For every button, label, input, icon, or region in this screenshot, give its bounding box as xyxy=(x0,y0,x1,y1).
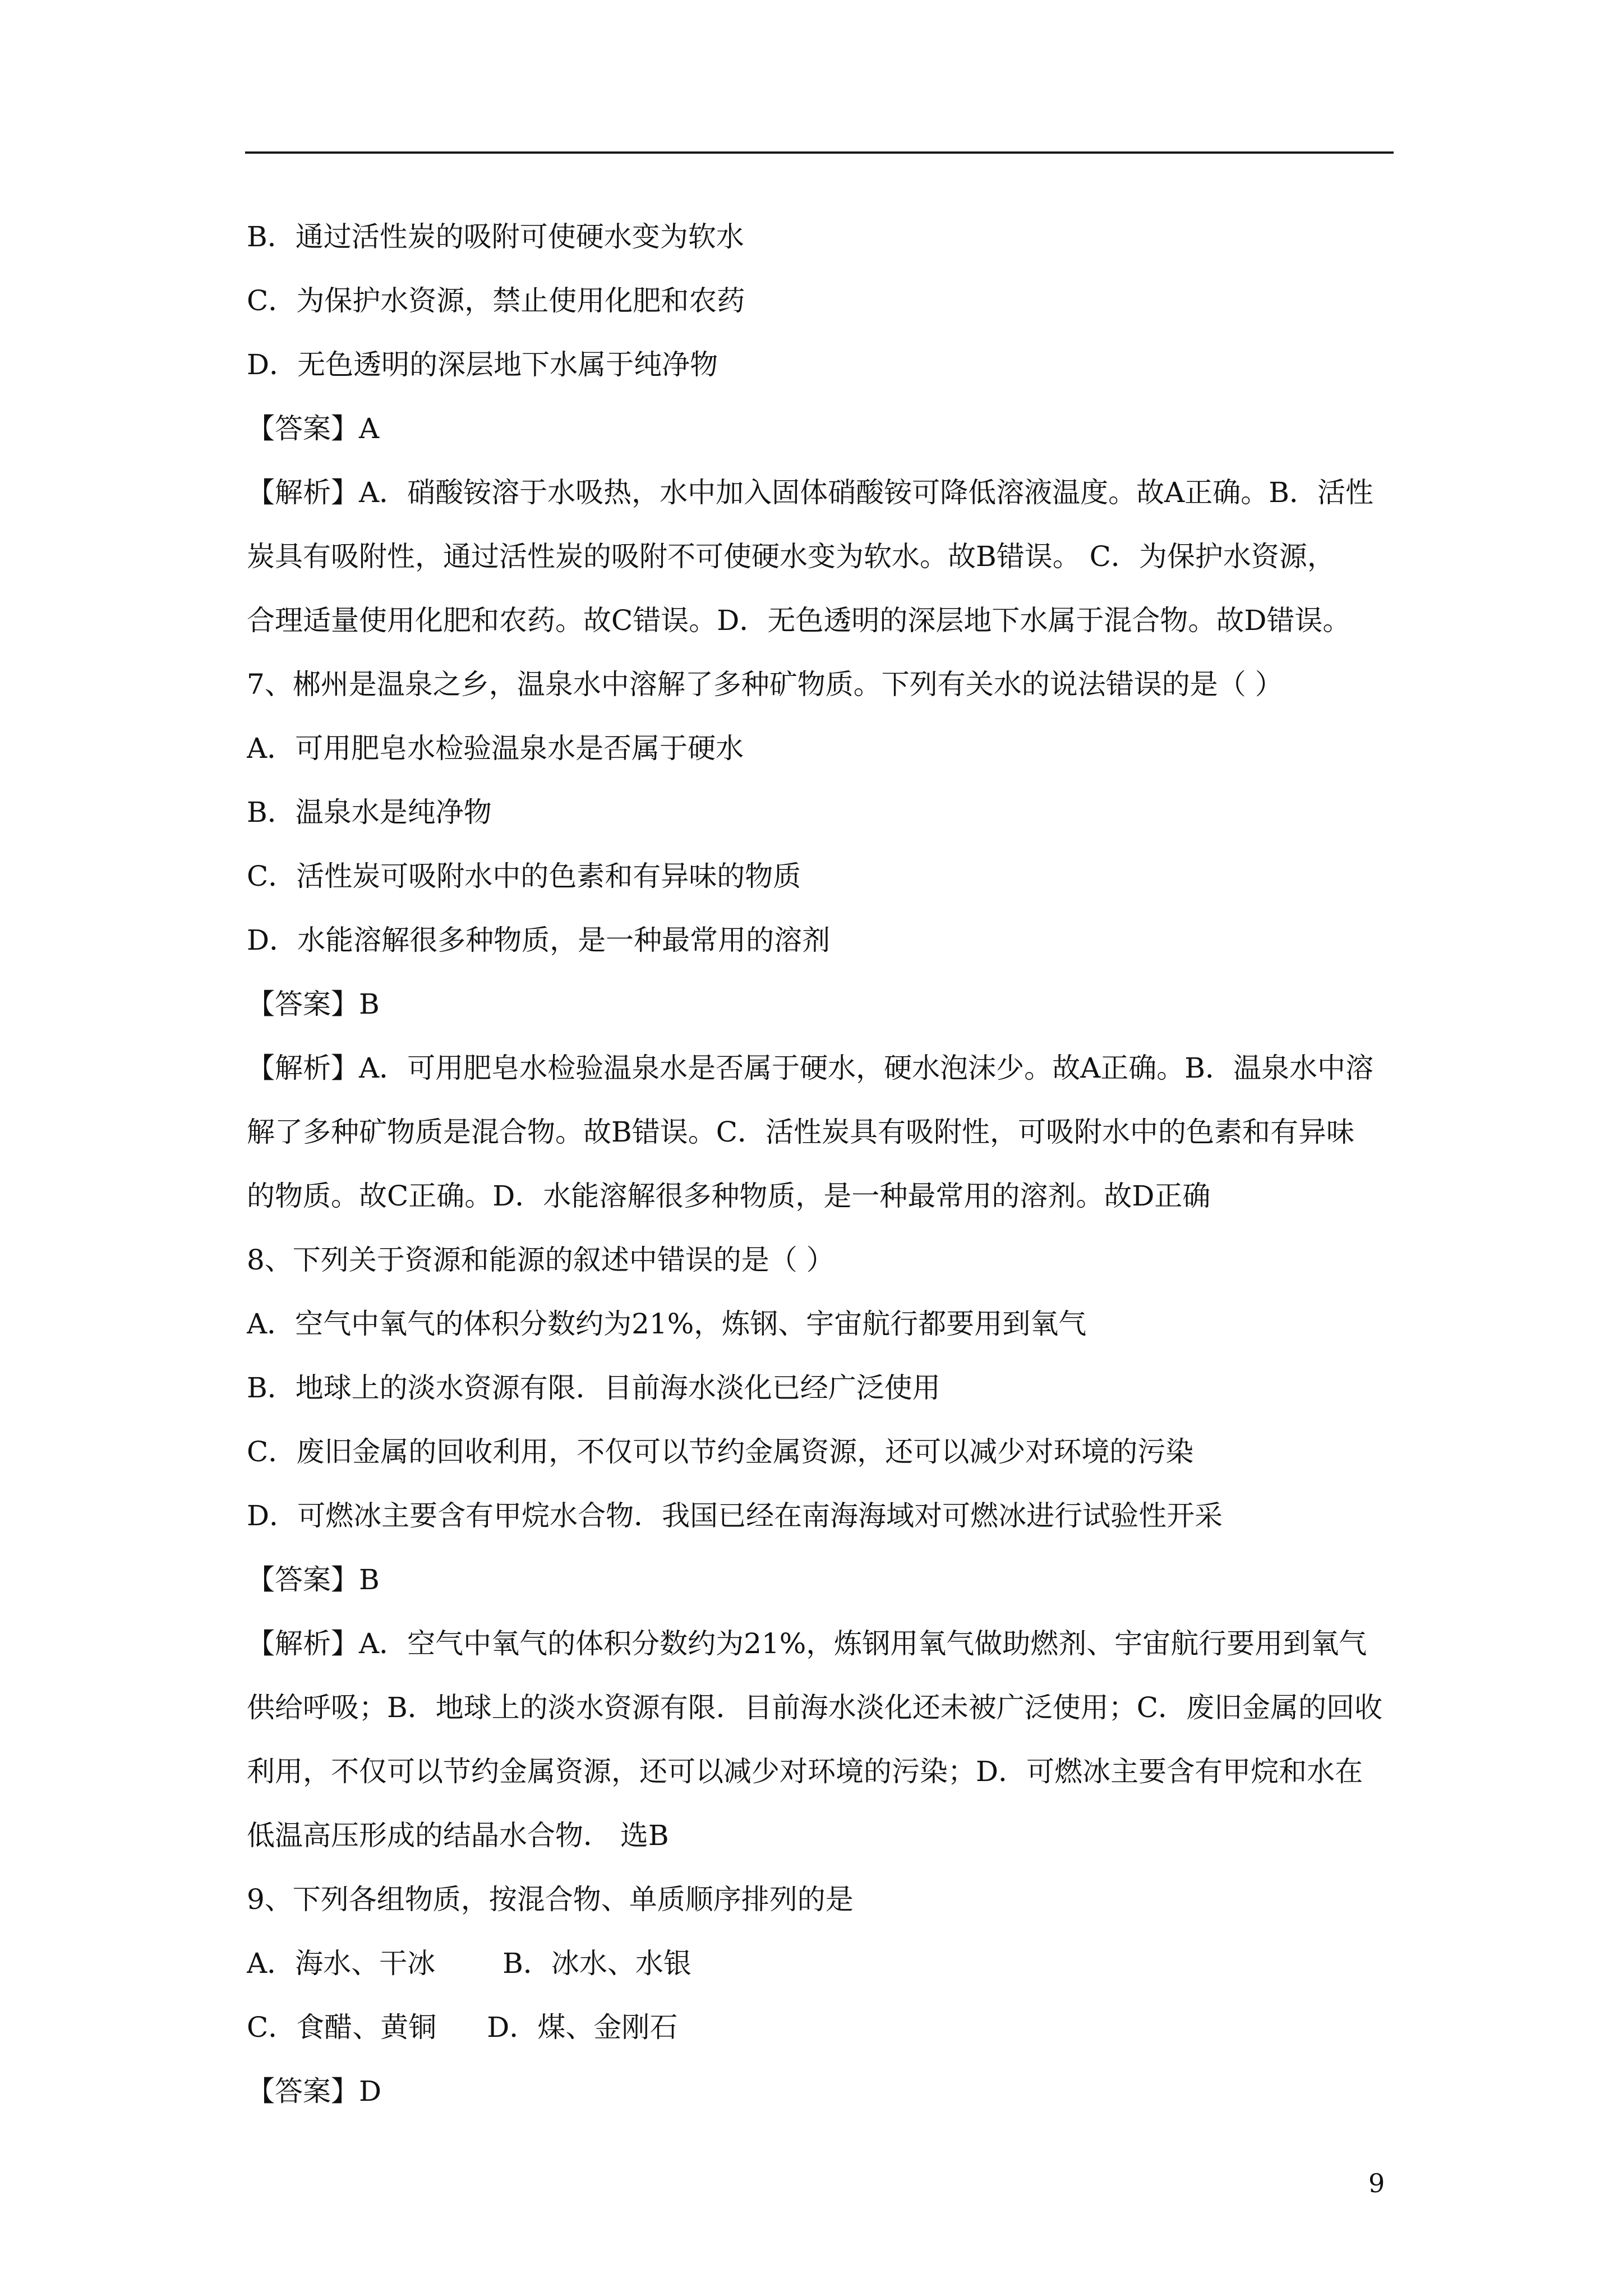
text-line: D．无色透明的深层地下水属于纯净物 xyxy=(247,348,718,381)
analysis-line: 利用，不仅可以节约金属资源，还可以减少对环境的污染；D．可燃冰主要含有甲烷和水在 xyxy=(247,1755,1363,1788)
analysis-line: 【解析】A．硝酸铵溶于水吸热，水中加入固体硝酸铵可降低溶液温度。故A正确。B．活性 xyxy=(247,476,1373,509)
option-a: A．海水、干冰 xyxy=(247,1947,436,1980)
answer-line: 【答案】A xyxy=(247,412,380,445)
analysis-line: 【解析】A．空气中氧气的体积分数约为21%，炼钢用氧气做助燃剂、宇宙航行要用到氧气 xyxy=(247,1627,1367,1660)
options-row xyxy=(247,1931,1394,1995)
question-line: 9、下列各组物质，按混合物、单质顺序排列的是 xyxy=(247,1883,854,1916)
analysis-line: 低温高压形成的结晶水合物． 选B xyxy=(247,1819,669,1852)
analysis-line: 供给呼吸；B．地球上的淡水资源有限．目前海水淡化还未被广泛使用；C．废旧金属的回收 xyxy=(247,1691,1382,1724)
option-line: C．废旧金属的回收利用，不仅可以节约金属资源，还可以减少对环境的污染 xyxy=(247,1435,1194,1468)
answer-line: 【答案】D xyxy=(247,2075,382,2108)
page-number: 9 xyxy=(1368,2168,1385,2198)
option-line: D．水能溶解很多种物质，是一种最常用的溶剂 xyxy=(247,924,831,956)
analysis-line: 炭具有吸附性，通过活性炭的吸附不可使硬水变为软水。故B错误。 C．为保护水资源， xyxy=(247,540,1335,573)
text-line: C．为保护水资源，禁止使用化肥和农药 xyxy=(247,284,745,317)
option-line: D．可燃冰主要含有甲烷水合物．我国已经在南海海域对可燃冰进行试验性开采 xyxy=(247,1499,1223,1532)
question-line: 7、郴州是温泉之乡，温泉水中溶解了多种矿物质。下列有关水的说法错误的是（ ） xyxy=(247,668,1283,701)
option-line: A．可用肥皂水检验温泉水是否属于硬水 xyxy=(247,732,744,765)
answer-line: 【答案】B xyxy=(247,1563,380,1596)
option-line: C．活性炭可吸附水中的色素和有异味的物质 xyxy=(247,860,801,892)
options-row xyxy=(247,1995,1394,2059)
analysis-line: 解了多种矿物质是混合物。故B错误。C．活性炭具有吸附性，可吸附水中的色素和有异味 xyxy=(247,1116,1354,1148)
text-line: B．通过活性炭的吸附可使硬水变为软水 xyxy=(247,220,744,253)
analysis-line: 合理适量使用化肥和农药。故C错误。D．无色透明的深层地下水属于混合物。故D错误。 xyxy=(247,604,1351,637)
option-line: B．地球上的淡水资源有限．目前海水淡化已经广泛使用 xyxy=(247,1372,940,1404)
analysis-line: 【解析】A．可用肥皂水检验温泉水是否属于硬水，硬水泡沫少。故A正确。B．温泉水中溶 xyxy=(247,1052,1373,1084)
question-line: 8、下列关于资源和能源的叙述中错误的是（ ） xyxy=(247,1244,834,1276)
option-line: B．温泉水是纯净物 xyxy=(247,796,492,829)
answer-line: 【答案】B xyxy=(247,988,380,1020)
analysis-line: 的物质。故C正确。D．水能溶解很多种物质，是一种最常用的溶剂。故D正确 xyxy=(247,1180,1211,1212)
option-c: C．食醋、黄铜 xyxy=(247,2011,437,2044)
option-line: A．空气中氧气的体积分数约为21%，炼钢、宇宙航行都要用到氧气 xyxy=(247,1308,1087,1340)
header-rule xyxy=(245,151,1394,154)
option-b: B．冰水、水银 xyxy=(502,1947,691,1980)
document-body xyxy=(247,205,1394,2123)
option-d: D．煤、金刚石 xyxy=(487,2011,678,2044)
